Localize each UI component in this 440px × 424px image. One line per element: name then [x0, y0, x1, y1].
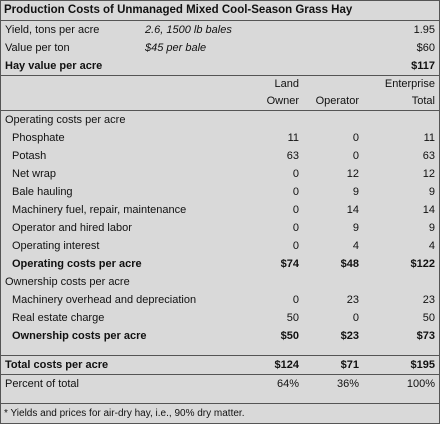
totals-grid — [1, 355, 439, 393]
value-label: Value per ton — [5, 42, 70, 54]
table-title: Production Costs of Unmanaged Mixed Cool-Season Grass Hay — [1, 1, 439, 21]
column-header-operator: Operator — [303, 93, 363, 111]
total-cell: 11 — [423, 132, 435, 144]
owner-cell: 0 — [292, 222, 299, 234]
owner-cell: $50 — [280, 330, 299, 342]
hay-value-note — [141, 57, 371, 76]
owner-cell: 11 — [287, 132, 299, 144]
owner-cell: 0 — [292, 240, 299, 252]
column-header-owner: Owner — [217, 93, 303, 111]
operator-cell: 14 — [346, 204, 359, 216]
footnote: * Yields and prices for air-dry hay, i.e., 90% dry matter. — [1, 403, 439, 423]
cost-grid — [1, 76, 439, 345]
owner-cell: 63 — [286, 150, 299, 162]
owner-cell: 50 — [286, 312, 299, 324]
owner-cell: 0 — [292, 168, 299, 180]
yield-value: 1.95 — [413, 24, 435, 36]
yield-label: Yield, tons per acre — [5, 24, 100, 36]
total-cell: $73 — [416, 330, 435, 342]
percent-label: Percent of total — [5, 378, 79, 390]
total-cell: 63 — [422, 150, 435, 162]
total-cell: $122 — [410, 258, 435, 270]
total-cell: 12 — [422, 168, 435, 180]
total-cell: 14 — [422, 204, 435, 216]
hay-value-value: $117 — [371, 57, 439, 76]
operating-heading: Operating costs per acre — [5, 114, 126, 126]
value-value: $60 — [416, 42, 435, 54]
operator-cell: 12 — [346, 168, 359, 180]
ownership-heading: Ownership costs per acre — [5, 276, 130, 288]
total-cell: 23 — [422, 294, 435, 306]
subtotal-label: Operating costs per acre — [12, 258, 142, 270]
operator-cell: 9 — [352, 222, 359, 234]
yield-note: 2.6, 1500 lb bales — [145, 24, 232, 36]
row-label: Net wrap — [12, 168, 57, 180]
row-label: Bale hauling — [12, 186, 73, 198]
total-cell: 4 — [428, 240, 435, 252]
total-cell: 100% — [406, 378, 435, 390]
owner-cell: 0 — [292, 204, 299, 216]
column-header-enterprise: Enterprise — [384, 78, 435, 90]
total-cell: 9 — [428, 186, 435, 198]
subtotal-label: Ownership costs per acre — [12, 330, 147, 342]
yield-value-block — [1, 21, 439, 76]
operator-cell: 9 — [352, 186, 359, 198]
owner-cell: $74 — [280, 258, 299, 270]
operator-cell: 0 — [352, 132, 359, 144]
owner-cell: 0 — [292, 294, 299, 306]
row-label: Operator and hired labor — [12, 222, 132, 234]
row-label: Operating interest — [12, 240, 100, 252]
total-cell: 50 — [422, 312, 435, 324]
column-header-total: Total — [363, 93, 439, 111]
total-cell: $195 — [363, 356, 439, 375]
row-label: Phosphate — [12, 132, 65, 144]
owner-cell: 64% — [276, 378, 299, 390]
row-label: Machinery overhead and depreciation — [12, 294, 197, 306]
operator-cell: 4 — [352, 240, 359, 252]
total-label: Total costs per acre — [1, 356, 217, 375]
total-cell: 9 — [428, 222, 435, 234]
row-label: Potash — [12, 150, 47, 162]
column-header-land: Land — [274, 78, 299, 90]
row-label: Machinery fuel, repair, maintenance — [12, 204, 187, 216]
hay-value-label: Hay value per acre — [1, 57, 141, 76]
value-note: $45 per bale — [145, 42, 207, 54]
operator-cell: 36% — [336, 378, 359, 390]
operator-cell: 0 — [352, 150, 359, 162]
row-label: Real estate charge — [12, 312, 105, 324]
operator-cell: 0 — [352, 312, 359, 324]
operator-cell: $48 — [340, 258, 359, 270]
operator-cell: 23 — [346, 294, 359, 306]
owner-cell: $124 — [217, 356, 303, 375]
operator-cell: $23 — [340, 330, 359, 342]
owner-cell: 0 — [292, 186, 299, 198]
operator-cell: $71 — [303, 356, 363, 375]
